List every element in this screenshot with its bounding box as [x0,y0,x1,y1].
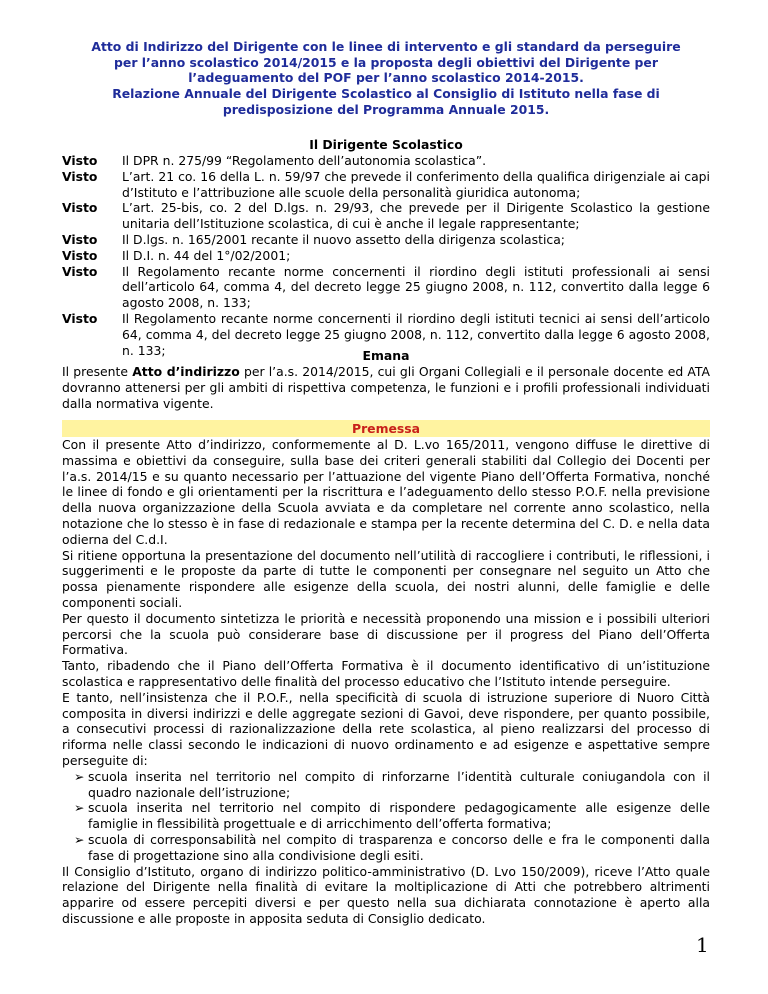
visto-text: Il DPR n. 275/99 “Regolamento dell’autonomia scolastica”. [122,153,487,168]
visto-item [62,248,710,264]
visto-label: Visto [62,200,98,216]
premessa-body [62,437,710,927]
intro-text: per l’a.s. 2014/2015, cui gli Organi Collegiali e il personale docente ed ATA dovranno attenersi per gli ambiti di rispettiva competenza, le funzioni e i profili professionali individuati dalla normativa vigente. [62,364,710,411]
visto-label: Visto [62,168,98,184]
visto-label: Visto [62,247,98,263]
document-title [70,39,702,118]
visto-label: Visto [62,153,98,168]
bullet-item [62,769,710,801]
title-line: Atto di Indirizzo del Dirigente con le linee di intervento e gli standard da perseguire [91,39,681,54]
title-line: Relazione Annuale del Dirigente Scolastico al Consiglio di Istituto nella fase di [112,86,660,102]
visto-item [62,264,710,311]
intro-bold: Atto d’indirizzo [132,364,240,379]
title-line: l’adeguamento del POF per l’anno scolastico 2014-2015. [188,70,584,86]
visto-item [62,153,710,169]
title-line: per l’anno scolastico 2014/2015 e la proposta degli obiettivi del Dirigente per [114,54,658,70]
visto-label: Visto [62,310,98,326]
body-paragraph: Per questo il documento sintetizza le priorità e necessità proponendo una mission e i possibili ulteriori percorsi che la scuola può considerare base di discussione per il progress del Piano dell’Offerta Formativa. [62,610,710,658]
body-paragraph: Si ritiene opportuna la presentazione del documento nell’utilità di raccogliere i contributi, le riflessioni, i suggerimenti e le proposte da parte di tutte le componenti per consegnare nel seguito un Atto che possa pienamente rispondere alle esigenze della scuola, dei nostri alunni, delle famiglie e delle componenti sociali. [62,547,710,610]
bullet-list [62,769,710,864]
page-number: 1 [696,933,709,957]
title-line: predisposizione del Programma Annuale 2015. [222,101,550,117]
intro-text: Il presente [62,364,133,379]
emana-heading: Emana [362,348,410,363]
arrow-bullet-icon: ➢ [74,831,85,847]
visti-list [62,153,710,358]
arrow-bullet-icon: ➢ [74,768,85,784]
arrow-bullet-icon: ➢ [74,800,85,816]
body-paragraph: Tanto, ribadendo che il Piano dell’Offerta Formativa è il documento identificativo di un’istituzione scolastica e rappresentativo delle finalità del processo educativo che l’Istituto intende perseguire. [62,658,710,689]
visto-item [62,200,710,232]
visto-text: Il D.I. n. 44 del 1°/02/2001; [122,247,291,263]
body-paragraph: Con il presente Atto d’indirizzo, conformemente al D. L.vo 165/2011, vengono diffuse le direttive di massima e obiettivi da conseguire, sulla base dei criteri generali stabiliti dal Collegio dei Docenti per l’a.s. 2014/15 e su quanto necessario per l’attuazione del vigente Piano dell’Offerta Formativa, nonché le linee di fondo e gli orientamenti per la riscrittura e l’adeguamento dello stesso P.O.F. nella previsione della nuova organizzazione della Scuola avviata e da completare nel corrente anno scolastico, nella notazione che lo stesso è in fase di redazionale e stampa per la recente determina del C. D. e nella data odierna del C.d.I. [62,437,710,547]
body-paragraph: E tanto, nell’insistenza che il P.O.F., nella specificità di scuola di istruzione superiore di Nuoro Città composita in diversi indirizzi e delle aggregate sezioni di Gavoi, deve rispondere, per quanto possibile, a consecutivi processi di razionalizzazione della rete scolastica, al pieno realizzarsi del processo di riforma nelle classi secondo le indicazioni di nuovo ordinamento e ad esigenze e aspettative sempre perseguite di: [62,689,710,768]
closing-paragraph: Il Consiglio d’Istituto, organo di indirizzo politico-amministrativo (D. Lvo 150/2009), riceve l’Atto quale relazione del Dirigente nella finalità di evitare la moltiplicazione di Atti che potrebbero altrimenti apparire od essere percepiti diversi e per questo nella sua dichiarata connotazione è aperto alla discussione e alle proposte in apposita seduta di Consiglio dedicato. [62,863,710,926]
visto-text: Il Regolamento recante norme concernenti il riordino degli istituti professionali ai sensi dell’articolo 64, comma 4, del decreto legge 25 giugno 2008, n. 112, convertito dalla legge 6 agosto 2008, n. 133; [122,263,710,311]
visto-text: L’art. 25-bis, co. 2 del D.lgs. n. 29/93, che prevede per il Dirigente Scolastico la gestione unitaria dell’Istituzione scolastica, di cui è anche il legale rappresentante; [122,200,710,232]
visto-text: L’art. 21 co. 16 della L. n. 59/97 che prevede il conferimento della qualifica dirigenziale ai capi d’Istituto e l’attribuzione alle scuole della personalità giuridica autonoma; [122,168,710,200]
visto-item [62,232,710,248]
visto-label: Visto [62,231,98,247]
dirigente-heading: Il Dirigente Scolastico [309,137,463,152]
bullet-item [62,832,710,864]
visto-label: Visto [62,263,98,279]
visto-text: Il D.lgs. n. 165/2001 recante il nuovo assetto della dirigenza scolastica; [122,231,565,247]
visto-text: Il Regolamento recante norme concernenti il riordino degli istituti tecnici ai sensi dell’articolo 64, comma 4, del decreto legge 25 giugno 2008, n. 112, convertito dalla legge 6 agosto 2008, n. 133; [122,310,710,358]
bullet-text: scuola inserita nel territorio nel compito di rinforzarne l’identità culturale coniugandola con il quadro nazionale dell’istruzione; [88,768,710,800]
visto-item [62,169,710,201]
premessa-heading: Premessa [62,420,710,437]
bullet-item [62,800,710,832]
bullet-text: scuola di corresponsabilità nel compito di trasparenza e concorso delle e fra le componenti dalla fase di progettazione sino alla condivisione degli esiti. [88,831,710,863]
intro-paragraph [62,364,710,411]
bullet-text: scuola inserita nel territorio nel compito di rispondere pedagogicamente alle esigenze delle famiglie in flessibilità progettuale e di arricchimento dell’offerta formativa; [88,800,710,832]
